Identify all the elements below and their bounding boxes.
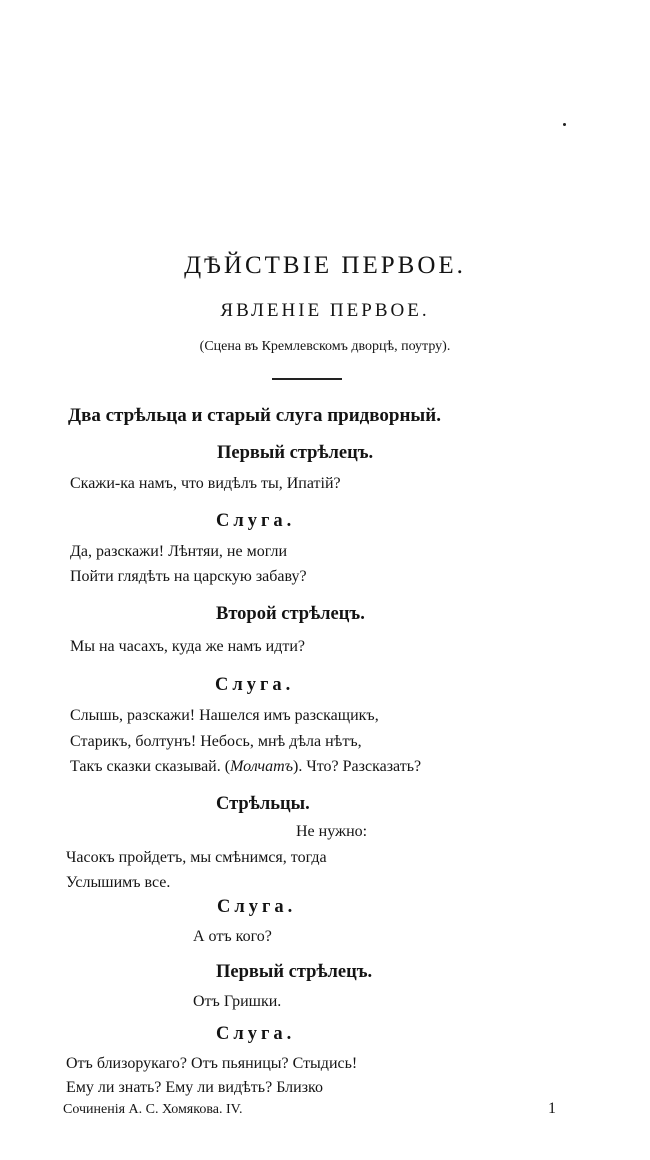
speaker-sluga: Слуга.	[215, 675, 295, 695]
verse-line: Скажи-ка намъ, что видѣлъ ты, Ипатій?	[70, 475, 341, 492]
verse-line: Отъ близорукаго? Отъ пьяницы? Стыдись!	[66, 1055, 358, 1072]
verse-line	[70, 758, 421, 776]
verse-line: Старикъ, болтунъ! Небось, мнѣ дѣла нѣтъ,	[70, 733, 362, 750]
act-title: ДѢЙСТВІЕ ПЕРВОЕ.	[184, 252, 466, 279]
verse-text: Такъ сказки сказывай. (	[70, 758, 231, 775]
verse-line: Да, разскажи! Лѣнтяи, не могли	[70, 543, 288, 560]
speaker-first-strelets: Первый стрѣлецъ.	[216, 962, 373, 982]
verse-text: ). Что? Разсказать?	[293, 758, 422, 775]
verse-line: Слышь, разскажи! Нашелся имъ разскащикъ,	[70, 707, 379, 724]
page-number: 1	[548, 1100, 556, 1117]
verse-line: Услышимъ все.	[66, 874, 171, 891]
speaker-sluga: Слуга.	[217, 897, 297, 917]
verse-line: Ему ли знать? Ему ли видѣть? Близко	[66, 1079, 323, 1096]
dramatis-personae: Два стрѣльца и старый слуга придворный.	[68, 405, 441, 426]
verse-line: Пойти глядѣть на царскую забаву?	[70, 568, 307, 585]
verse-line: Не нужно:	[296, 823, 368, 840]
speaker-second-strelets: Второй стрѣлецъ.	[216, 604, 365, 624]
stage-direction: (Сцена въ Кремлевскомъ дворцѣ, поутру).	[199, 339, 451, 354]
signature-mark: Сочиненія А. С. Хомякова. IV.	[63, 1102, 243, 1117]
speaker-sluga: Слуга.	[216, 1024, 296, 1044]
stage-remark: Молчатъ	[230, 758, 294, 775]
speaker-streltsy: Стрѣльцы.	[216, 794, 310, 814]
scene-title: ЯВЛЕНІЕ ПЕРВОЕ.	[220, 300, 430, 321]
verse-line: Мы на часахъ, куда же намъ идти?	[70, 638, 305, 655]
verse-line: Отъ Гришки.	[193, 993, 282, 1010]
divider-rule	[272, 378, 342, 380]
speaker-first-strelets: Первый стрѣлецъ.	[217, 443, 374, 463]
verse-line: Часокъ пройдетъ, мы смѣнимся, тогда	[66, 849, 327, 866]
ink-speck	[563, 123, 566, 126]
verse-line: А отъ кого?	[193, 928, 272, 945]
speaker-sluga: Слуга.	[216, 511, 296, 531]
